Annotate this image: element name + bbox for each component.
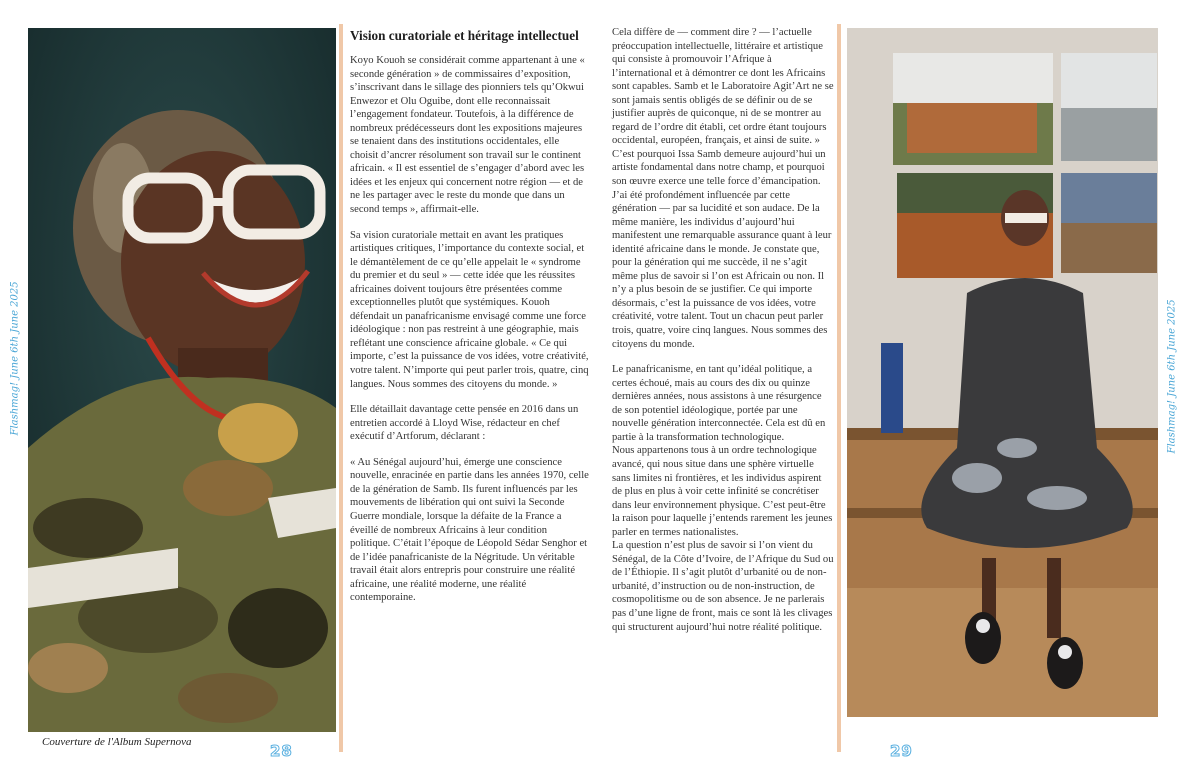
page-number-right: 29 [890,742,913,760]
page-number-left: 28 [270,742,293,760]
photo-caption: Couverture de l'Album Supernova [42,736,192,748]
right-side-label: Flashmag! June 6th June 2025 [1166,299,1178,454]
paragraph: C’est pourquoi Issa Samb demeure aujourd’hui un artiste fondamental dans notre champ, et pourquoi son œuvre exerce une telle force d’émancipation. [612,148,826,188]
portrait-image [28,28,336,732]
paragraph: J’ai été profondément influencée par cette génération — par sa lucidité et son audace. De la même manière, les individus d’aujourd’hui manifestent une remarquable assurance quant à leur identité africaine dans le monde. Je constate que, pour la génération qui me succède, il ne s’agit même plus de savoir si l’on est Africain ou non. Il n’y a plus besoin de se justifier. Ce qui importe désormais, c’est la puissance de vos idées, votre créativité, votre talent. Tout un chacun peut parler trois, quatre, voire cinq langues. Nous sommes des citoyens du monde. [612,189,832,350]
seated-portrait-image [847,28,1158,717]
portrait-photo-right [847,28,1158,717]
paragraph: Koyo Kouoh se considérait comme appartenant à une « seconde génération » de commissaires d’exposition, s’inscrivant dans le sillage des pionniers tels qu’Okwui Enwezor et Olu Oguibe, dont elle reconnaissait l’engagement fondateur. Toutefois, à la différence de nombreux prédécesseurs dont les expositions majeures se tenaient dans des institutions occidentales, elle choisit d’ancrer résolument son travail sur le continent africain. « Il est essentiel de s’engager d’abord avec les idées et les enjeux qui concernent notre région — et de ne les partager avec le reste du monde que dans un second temps », affirmait-elle. [350,55,585,216]
article-column-2 [612,26,834,634]
paragraph: Le panafricanisme, en tant qu’idéal politique, a certes échoué, mais au cours des dix ou quinze dernières années, nous assistons à une résurgence de son potentiel idéologique, portée par une nouvelle génération interconnectée. Cela est dû en partie à la transformation technologique. [612,364,826,443]
paragraph: Cela diffère de — comment dire ? — l’actuelle préoccupation intellectuelle, littéraire et artistique qui consiste à promouvoir l’Afrique à l’international et à démontrer ce dont les Africains sont capables. Samb et le Laboratoire Agit’Art ne se sont jamais sentis obligés de se définir ou de se justifier auprès de quiconque, ni de se montrer au regard de l’ordre dit établi, cet ordre étant toujours occidental, européen, français, et ainsi de suite. » [612,27,834,147]
paragraph: Elle détaillait davantage cette pensée en 2016 dans un entretien accordé à Lloyd Wise, rédacteur en chef exécutif d’Artforum, déclarant : [350,404,579,443]
section-heading: Vision curatoriale et héritage intellectuel [350,28,579,43]
paragraph: Nous appartenons tous à un ordre technologique avancé, qui nous situe dans une sphère virtuelle sans limites ni frontières, et les individus aspirent de plus en plus à voir cette infinité se concrétiser dans leur environnement physique. C’est peut-être la raison pour laquelle j’entends rarement les jeunes parler en termes nationalistes. [612,445,833,538]
article-column-1 [350,27,590,605]
paragraph: La question n’est plus de savoir si l’on vient du Sénégal, de la Côte d’Ivoire, de l’Afrique du Sud ou de l’Éthiopie. Il s’agit plutôt d’urbanité ou de non-urbanité, d’instruction ou de non-instruction, de cosmopolitisme ou de son absence. Je ne parlerais pas d’une ligne de front, mais ce sont là les clivages qui structurent aujourd’hui notre réalité politique. [612,540,834,633]
portrait-photo-left [28,28,336,732]
column-rule-right [837,24,841,752]
left-side-label: Flashmag! June 6th June 2025 [9,281,21,436]
paragraph: Sa vision curatoriale mettait en avant les pratiques artistiques critiques, l’importance du contexte social, et le démantèlement de ce qu’elle appelait le « syndrome du premier et du seul » — cette idée que les réussites africaines doivent toujours être présentées comme exceptionnelles plutôt que systémiques. Kouoh défendait un panafricanisme envisagé comme une force idéologique : non pas restreint à une géographie, mais reflétant une conscience africaine globale. « Ce qui importe, c’est la puissance de vos idées, votre créativité, votre talent. N’importe qui peut parler trois, quatre, cinq langues. Nous sommes des citoyens du monde. » [350,229,589,390]
paragraph: « Au Sénégal aujourd’hui, émerge une conscience nouvelle, enracinée en partie dans les années 1970, celle de la génération de Samb. Ils furent influencés par les mouvements de libération qui ont suivi la Seconde Guerre mondiale, lorsque la défaite de la France a éveillé de nombreux Africains à leur condition politique. C’était l’époque de Léopold Sédar Senghor et de l’idée panafricaniste de la Négritude. Un véritable travail était alors entrepris pour construire une réalité africaine, une réalité moderne, une réalité contemporaine. [350,456,589,604]
column-rule-left [339,24,343,752]
